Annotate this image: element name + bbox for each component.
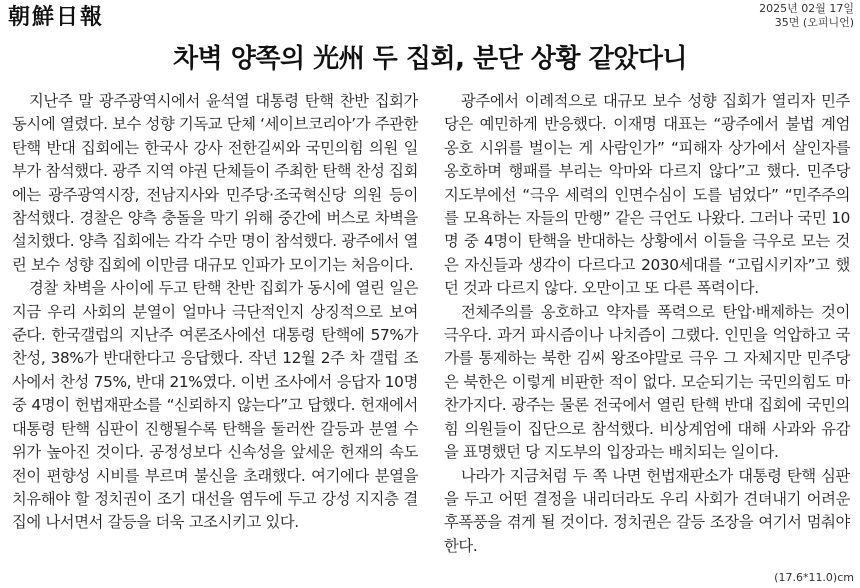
masthead xyxy=(8,2,104,28)
article-column-right xyxy=(444,90,850,558)
publication-meta xyxy=(759,2,854,30)
paragraph: 경찰 차벽을 사이에 두고 탄핵 찬반 집회가 동시에 열린 일은 지금 우리 사회의 분열이 얼마나 극단적인지 상징적으로 보여준다. 한국갤럽의 지난주 여론조사에선 대통령 탄핵에 57%가 찬성, 38%가 반대한다고 응답했다. 작년 12월 2주 차 갤럽 조사에서 찬성 75%, 반대 21%였다. 이번 조사에서 응답자 10명 중 4명이 헌법재판소를 “신뢰하지 않는다”고 답했다. 헌재에서 대통령 탄핵 심판이 진행될수록 탄핵을 둘러싼 갈등과 분열 수위가 높아진 것이다. 공정성보다 신속성을 앞세운 헌재의 속도전이 편향성 시비를 부르며 불신을 초래했다. 여기에다 분열을 치유해야 할 정치권이 조기 대선을 염두에 두고 강성 지지층 결집에 나서면서 갈등을 더욱 고조시키고 있다. xyxy=(12,279,418,532)
paragraph: 광주에서 이례적으로 대규모 보수 성향 집회가 열리자 민주당은 예민하게 반응했다. 이재명 대표는 “광주에서 불법 계엄 옹호 시위를 벌이는 게 사람인가” “피해자 상가에서 살인자를 옹호하며 행패를 부리는 악마와 다르지 않다”고 했다. 민주당 지도부에선 “극우 세력의 인면수심이 도를 넘었다” “민주주의를 모욕하는 자들의 만행” 같은 극언도 나왔다. 그러나 국민 10명 중 4명이 탄핵을 반대하는 상황에서 이들을 극우로 모는 것은 자신들과 생각이 다르다고 2030세대를 “고립시키자”고 했던 것과 다르지 않다. 오만이고 또 다른 폭력이다. xyxy=(444,92,850,298)
paragraph: 지난주 말 광주광역시에서 윤석열 대통령 탄핵 찬반 집회가 동시에 열렸다. 보수 성향 기독교 단체 ‘세이브코리아’가 주관한 탄핵 반대 집회에는 한국사 강사 전한길씨와 국민의힘 의원 일부가 참석했다. 광주 지역 야권 단체들이 주최한 탄핵 찬성 집회에는 광주광역시장, 전남지사와 민주당·조국혁신당 의원 등이 참석했다. 경찰은 양측 충돌을 막기 위해 중간에 버스로 차벽을 설치했다. 양측 집회에는 각각 수만 명이 참석했다. 광주에서 열린 보수 성향 집회에 이만큼 대규모 인파가 모이기는 처음이다. xyxy=(12,92,418,274)
paragraph: 전체주의를 옹호하고 약자를 폭력으로 탄압·배제하는 것이 극우다. 과거 파시즘이나 나치즘이 그랬다. 인민을 억압하고 국가를 통제하는 북한 김씨 왕조야말로 극우 그 자체지만 민주당은 북한은 이렇게 비판한 적이 없다. 모순되기는 국민의힘도 마찬가지다. 광주는 물론 전국에서 열린 탄핵 반대 집회에 국민의힘 의원들이 집단으로 참석했다. 비상계엄에 대해 사과와 유감을 표명했던 당 지도부의 입장과는 배치되는 일이다. xyxy=(444,302,850,462)
newspaper-logo: 朝鮮日報 xyxy=(8,3,105,30)
page-section: 35면 (오피니언) xyxy=(774,16,854,29)
article-headline: 차벽 양쪽의 光州 두 집회, 분단 상황 같았다니 xyxy=(172,44,688,74)
article-size-note: (17.6*11.0)cm xyxy=(774,571,854,584)
paragraph: 나라가 지금처럼 두 쪽 나면 헌법재판소가 대통령 탄핵 심판을 두고 어떤 결정을 내리더라도 우리 사회가 견뎌내기 어려운 후폭풍을 겪게 될 것이다. 정치권은 갈등 조장을 여기서 멈춰야 한다. xyxy=(444,466,850,555)
article-column-left xyxy=(12,90,418,535)
publication-date: 2025년 02월 17일 xyxy=(759,2,854,15)
